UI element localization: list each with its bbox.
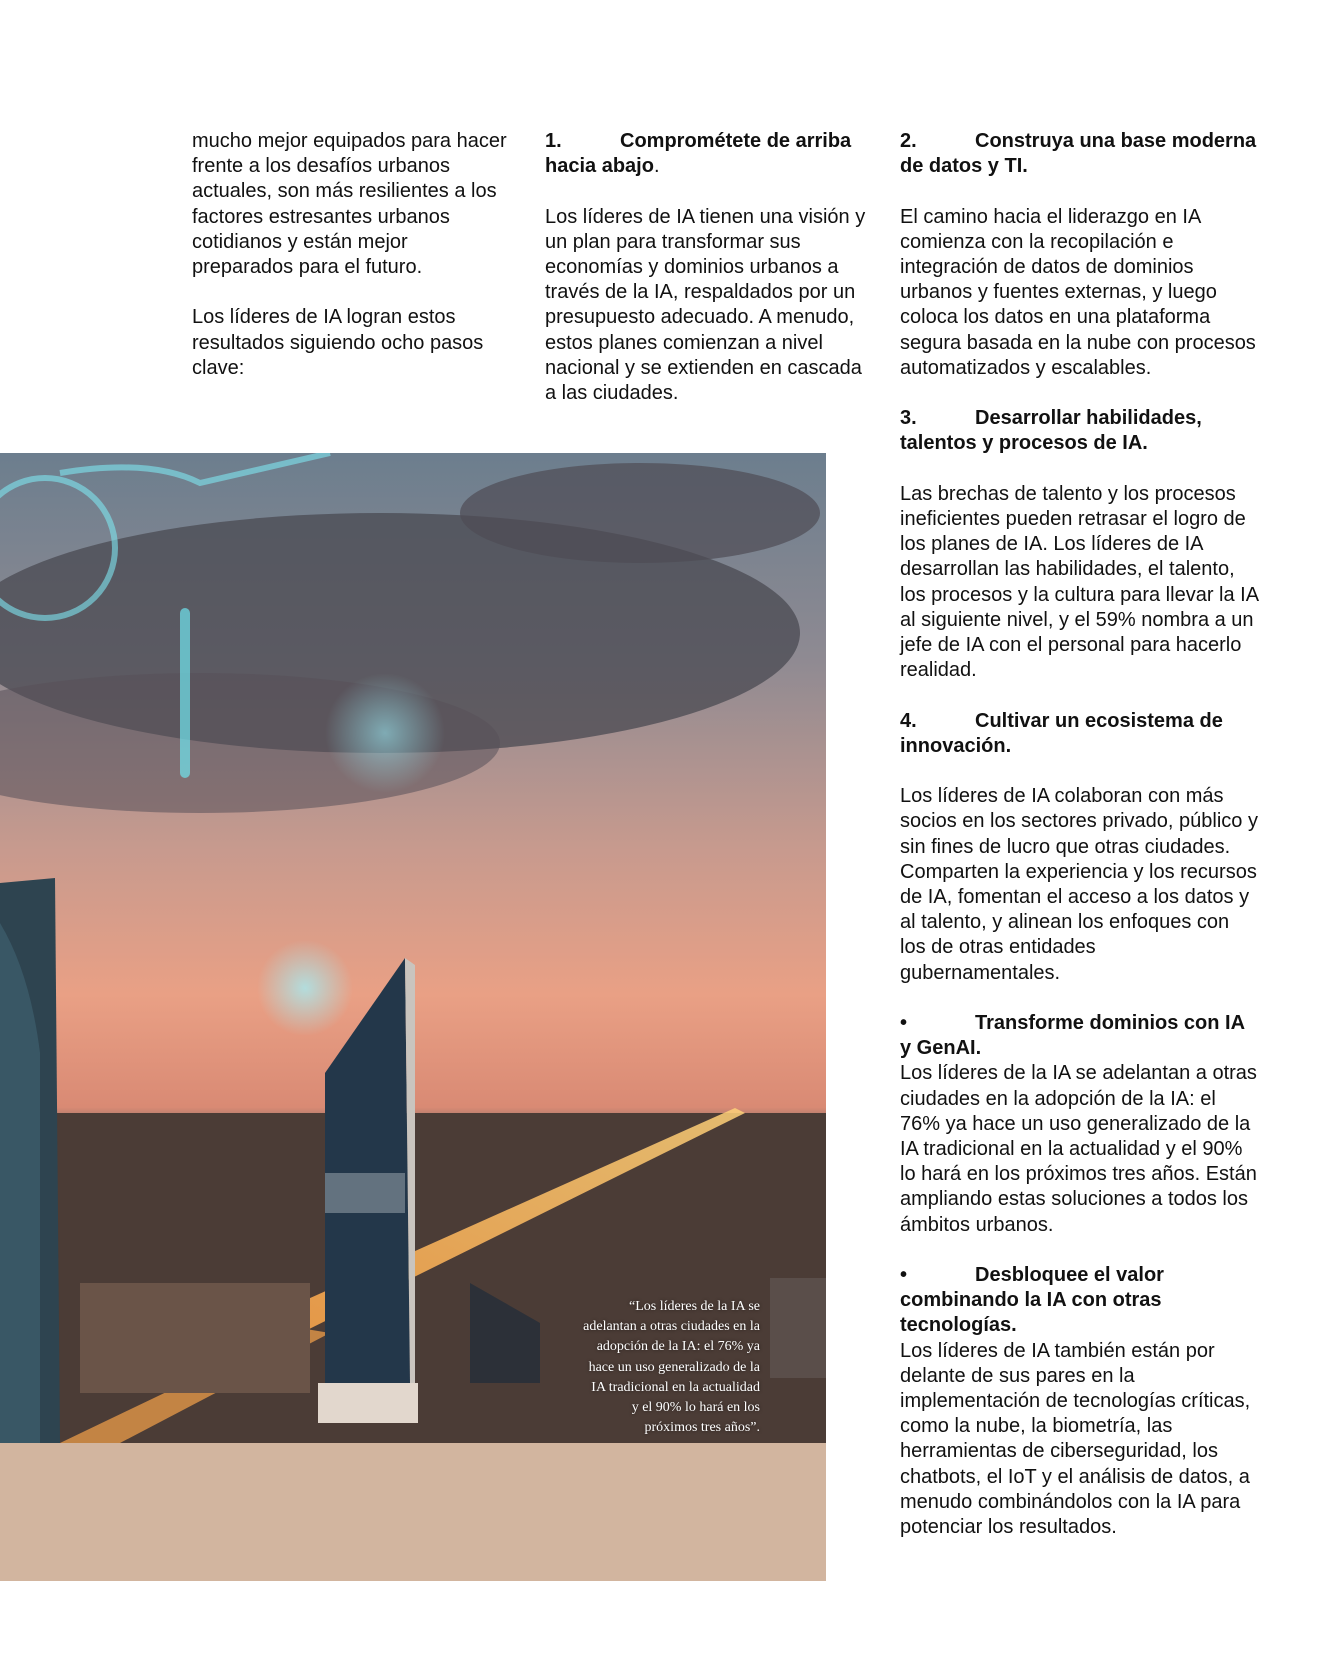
step-1-title: Comprométete de arriba hacia abajo: [545, 130, 852, 178]
column-right: [900, 129, 1260, 1540]
step-4-number: 4.: [900, 709, 917, 732]
step-4-heading: [900, 709, 1260, 759]
step-1-period: .: [653, 155, 660, 178]
bullet-1-body: Los líderes de la IA se adelantan a otras ciudades en la adopción de la IA: el 76% ya hace un uso generalizado de la IA tradicional en la actualidad y el 90% lo hará en los próximos tres años. Están ampliando estas soluciones a todos los ámbitos urbanos.: [900, 1062, 1257, 1236]
step-4-title: Cultivar un ecosistema de innovación.: [900, 709, 1223, 757]
step-1-number: 1.: [545, 130, 562, 152]
step-2-body: El camino hacia el liderazgo en IA comienza con la recopilación e integración de datos de dominios urbanos y fuentes externas, y luego coloca los datos en una plataforma segura basada en la nube con procesos automatizados y escalables.: [900, 205, 1256, 379]
step-3-body: Las brechas de talento y los procesos ineficientes pueden retrasar el logro de los planes de IA. Los líderes de IA desarrollan las habilidades, el talento, los procesos y la cultura para llevar la IA al siguiente nivel, y el 59% nombra a un jefe de IA con el personal para hacerlo realidad.: [900, 482, 1258, 682]
step-4-body: Los líderes de IA colaboran con más socios en los sectores privado, público y sin fines de lucro que otras ciudades. Comparten la experiencia y los recursos de IA, fomentan el acceso a los datos y al talento, y alinean los enfoques con los de otras entidades gubernamentales.: [900, 785, 1258, 984]
bullet-2-heading: [900, 1263, 1260, 1339]
pull-quote: “Los líderes de la IA se adelantan a otras ciudades en la adopción de la IA: el 76% ya hace un uso generalizado de la IA tradicional en la actualidad y el 90% lo hará en los próximos tres años”.: [583, 1299, 760, 1436]
bullet-1-marker: •: [900, 1012, 908, 1035]
column-middle: [545, 129, 875, 406]
bullet-2-body: Los líderes de IA también están por delante de sus pares en la implementación de tecnologías críticas, como la nube, la biometría, las herramientas de ciberseguridad, los chatbots, el IoT y el análisis de datos, a menudo combinándolos con la IA para potenciar los resultados.: [900, 1339, 1251, 1539]
step-1-body: Los líderes de IA tienen una visión y un plan para transformar sus economías y dominios urbanos a través de la IA, respaldados por un presupuesto adecuado. A menudo, estos planes comienzan a nivel nacional y se extienden en cascada a las ciudades.: [545, 205, 866, 405]
bullet-1-heading: [900, 1011, 1260, 1061]
bullet-2-marker: •: [900, 1264, 908, 1287]
step-3-heading: [900, 406, 1260, 456]
step-3-title: Desarrollar habilidades, talentos y procesos de IA.: [900, 407, 1202, 455]
intro-paragraph: mucho mejor equipados para hacer frente a los desafíos urbanos actuales, son más resilientes a los factores estresantes urbanos cotidianos y están mejor preparados para el futuro.: [192, 130, 507, 279]
step-2-title: Construya una base moderna de datos y TI.: [900, 130, 1257, 178]
bullet-1-title: Transforme dominios con IA y GenAI.: [900, 1012, 1245, 1060]
step-1-heading: [545, 129, 875, 179]
step-3-number: 3.: [900, 407, 917, 430]
steps-intro-paragraph: Los líderes de IA logran estos resultados siguiendo ocho pasos clave:: [192, 306, 484, 379]
column-left: [192, 129, 512, 381]
step-2-number: 2.: [900, 130, 917, 152]
bullet-2-title: Desbloquee el valor combinando la IA con otras tecnologías.: [900, 1264, 1164, 1337]
step-2-heading: [900, 129, 1260, 179]
